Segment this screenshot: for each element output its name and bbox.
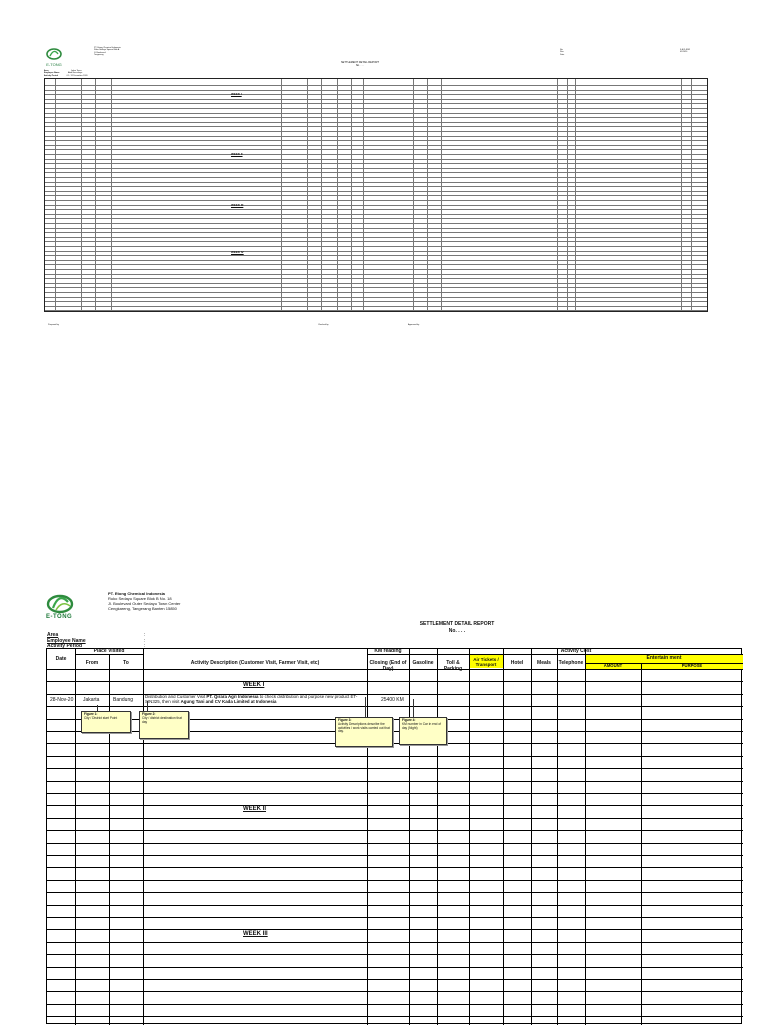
company-address-line: Ruko Sedayu Square Blok B No. 18 <box>108 596 172 601</box>
page1-row-line <box>45 218 707 219</box>
page1-row-line <box>45 223 707 224</box>
page1-week-label: WEEK III <box>231 203 244 207</box>
annotation-note-1 <box>81 711 131 733</box>
page1-row-line <box>45 251 707 252</box>
page1-row-line <box>45 191 707 192</box>
page1-meta-value: Jabar Timur <box>71 70 82 72</box>
header-from: From <box>85 660 99 666</box>
table-row-line <box>47 979 743 980</box>
header-place-visited: Place Visited <box>93 648 125 654</box>
page1-company-line: Ruko Sedayu Square Blok A <box>94 49 120 52</box>
header-toll: Toll & Parking <box>443 660 463 672</box>
table-row-line <box>47 743 743 744</box>
page1-week-label: WEEK I <box>231 92 242 96</box>
page1-row-line <box>45 278 707 279</box>
table-row-line <box>47 880 743 881</box>
header-hotel: Hotel <box>510 660 524 666</box>
annotation-note-4 <box>399 717 447 745</box>
company-address-line: Jl. Boulevard Outer Sedayu Town Center <box>108 601 181 606</box>
svg-text:E-TONG: E-TONG <box>46 62 62 67</box>
table-row-line <box>47 681 743 682</box>
page1-row-line <box>45 241 707 242</box>
note-title: Figure 4: <box>402 718 416 722</box>
page1-row-line <box>45 122 707 123</box>
page1-ref-value: F-ECI-SDR <box>680 49 691 51</box>
header-telephone: Telephone <box>558 660 584 666</box>
table-column-line <box>109 654 110 1025</box>
week-label: WEEK II <box>243 806 267 812</box>
page1-row-line <box>45 85 707 86</box>
page1-row-line <box>45 287 707 288</box>
header-closing: Closing (End of Day) <box>369 660 407 672</box>
page1-row-line <box>45 94 707 95</box>
activity-customer: PT. Qirara Agri Indonesia <box>206 694 259 699</box>
page1-row-line <box>45 292 707 293</box>
header-date: Date <box>55 656 67 662</box>
page1-row-line <box>45 136 707 137</box>
header-meals: Meals <box>537 660 551 666</box>
page1-refs2 <box>680 49 690 54</box>
note-text: KM number in Car in end of day (Night) <box>402 721 441 730</box>
table-row-line <box>47 1004 743 1005</box>
annotation-note-2 <box>139 711 189 739</box>
brand-name: E-TONG <box>46 614 73 620</box>
activity-text: Distribution and Customer Visit <box>145 694 207 699</box>
header-amount: AMOUNT <box>585 663 641 669</box>
page1-row-line <box>45 90 707 91</box>
note-text: City / district destination that day <box>142 715 182 724</box>
header-activity: Activity Description (Customer Visit, Farmer Visit, etc) <box>190 660 320 666</box>
page1-row-line <box>45 200 707 201</box>
page1-row-line <box>45 195 707 196</box>
page1-footer-label: Approved by <box>408 324 420 326</box>
annotation-note-3 <box>335 717 393 747</box>
page1-row-line <box>45 126 707 127</box>
page1-row-line <box>45 145 707 146</box>
table-row-line <box>47 867 743 868</box>
table-column-line <box>641 663 642 1025</box>
table-row-line <box>47 942 743 943</box>
row-km: 25400 KM <box>381 697 404 703</box>
table-row-line <box>47 805 743 806</box>
page1-meta-value: 01 - 31 December 2020 <box>66 74 88 77</box>
page1-meta-value: Abdi Nurcahaya <box>68 72 83 75</box>
page1-row-line <box>45 274 707 275</box>
page1-row-line <box>45 99 707 100</box>
header-gasoline: Gasoline <box>412 660 434 666</box>
meta-colon: : <box>144 632 146 638</box>
table-row-line <box>47 991 743 992</box>
table-row-line <box>47 843 743 844</box>
page1-row-line <box>45 159 707 160</box>
page1-company-line: Tangerang <box>94 54 104 57</box>
activity-text: SIN325, then visit <box>145 699 181 704</box>
page1-row-line <box>45 228 707 229</box>
page1-row-line <box>45 154 707 155</box>
table-row-line <box>47 917 743 918</box>
page1-row-line <box>45 140 707 141</box>
note-arrow <box>365 697 366 717</box>
table-row-line <box>47 793 743 794</box>
page1-row-line <box>45 163 707 164</box>
week-label: WEEK I <box>243 682 265 688</box>
activity-text: to check distribution and purpose new product ET- <box>258 694 358 699</box>
meta-label-area: Area <box>47 632 59 638</box>
page1-docno: No. . . . <box>355 64 365 67</box>
header-to: To <box>123 660 129 666</box>
table-row-line <box>47 756 743 757</box>
meta-label-period: Activity Period <box>47 643 83 650</box>
page1-row-line <box>45 113 707 114</box>
page1-title-text: SETTLEMENT DETAIL REPORT <box>340 61 380 64</box>
page1-row-line <box>45 117 707 118</box>
page1-company-block <box>94 47 121 57</box>
page1-company-line: Jl. Boulevard <box>94 51 106 54</box>
table-row-line <box>47 706 743 707</box>
page1-ref: Date <box>560 53 565 56</box>
row-from: Jakarta <box>83 697 100 703</box>
page1-row-line <box>45 246 707 247</box>
row-activity-description <box>145 694 365 704</box>
page1-meta-label: Activity Period <box>44 74 59 77</box>
table-row-line <box>47 818 743 819</box>
meta-label-employee: Employee Name <box>47 637 86 644</box>
page1-row-line <box>45 310 707 311</box>
page1-row-line <box>45 177 707 178</box>
page1-footer-label: Checked by <box>318 324 329 326</box>
page1-footer-label: Prepared by <box>48 324 59 326</box>
header-purpose: PURPOSE <box>641 663 743 669</box>
page1-row-line <box>45 301 707 302</box>
page1-meta <box>44 70 88 77</box>
page1-ref-value: 01/2020 <box>680 51 688 54</box>
note-title: Figure 1: <box>84 712 98 716</box>
note-title: Figure 2: <box>142 712 156 716</box>
report-title: SETTLEMENT DETAIL REPORT <box>419 621 495 627</box>
page1-row-line <box>45 205 707 206</box>
page1-row-line <box>45 186 707 187</box>
table-row-line <box>47 967 743 968</box>
page1-row-line <box>45 209 707 210</box>
note-arrow <box>413 699 414 717</box>
week-label: WEEK III <box>243 931 268 937</box>
page1-refs <box>560 49 564 56</box>
page1-meta-label: Employee Name <box>44 72 60 75</box>
page1-row-line <box>45 237 707 238</box>
page1-row-line <box>45 255 707 256</box>
row-to: Bandung <box>113 697 134 703</box>
meta-colon: : <box>144 643 146 650</box>
page1-row-line <box>45 103 707 104</box>
table-row-line <box>47 929 743 930</box>
page1-row-line <box>45 214 707 215</box>
page1-table <box>44 78 708 312</box>
page1-row-line <box>45 283 707 284</box>
page1-ref: Rev. <box>560 51 564 54</box>
header-activity-cost: Activity Cost <box>560 648 592 654</box>
company-block <box>108 591 180 611</box>
page1-row-line <box>45 264 707 265</box>
header-entertainment: Entertain ment <box>585 654 743 663</box>
page1-row-line <box>45 260 707 261</box>
meta-colon: : <box>144 637 146 644</box>
company-address-line: Cengkareng, Tangerang Banten 15850 <box>108 606 177 611</box>
page1-row-line <box>45 149 707 150</box>
header-km-reading: KM reading <box>374 648 402 654</box>
table-row-line <box>47 855 743 856</box>
company-name: PT. Etong Chemical Indonesia <box>108 591 165 596</box>
settlement-table <box>46 648 742 1024</box>
page1-ref: No. <box>560 49 564 51</box>
note-text: Activity Descriptions describe the activities / work visits carried out that day. <box>338 721 390 734</box>
page1-row-line <box>45 297 707 298</box>
table-row-line <box>47 768 743 769</box>
page1-meta-label: Area <box>44 70 49 72</box>
page1-title <box>330 61 390 67</box>
table-row-line <box>47 830 743 831</box>
page1-week-label: WEEK IV <box>231 250 244 254</box>
note-arrow <box>147 701 148 711</box>
page1-row-line <box>45 108 707 109</box>
page1-row-line <box>45 182 707 183</box>
page1-company-line: PT. Etong Chemical Indonesia <box>94 47 121 49</box>
page1-row-line <box>45 168 707 169</box>
table-row-line <box>47 1016 743 1017</box>
page1-row-line <box>45 306 707 307</box>
page1-row-line <box>45 131 707 132</box>
page1-row-line <box>45 172 707 173</box>
report-number: No. . . . <box>448 628 466 634</box>
table-row-line <box>47 781 743 782</box>
row-date: 28-Nov-20 <box>50 697 74 703</box>
table-row-line <box>47 905 743 906</box>
table-row-line <box>47 954 743 955</box>
table-row-line <box>47 892 743 893</box>
page1-week-label: WEEK II <box>231 152 243 156</box>
note-text: City / District start Point <box>84 715 118 720</box>
activity-customer: Agung Tani and CV Kada Limited at Indonesia <box>180 699 277 704</box>
etong-logo-small <box>44 46 64 68</box>
page1-row-line <box>45 269 707 270</box>
header-air-transport: Air Tickets / Transport <box>469 654 503 668</box>
note-title: Figure 3: <box>338 718 352 722</box>
page1-row-line <box>45 232 707 233</box>
